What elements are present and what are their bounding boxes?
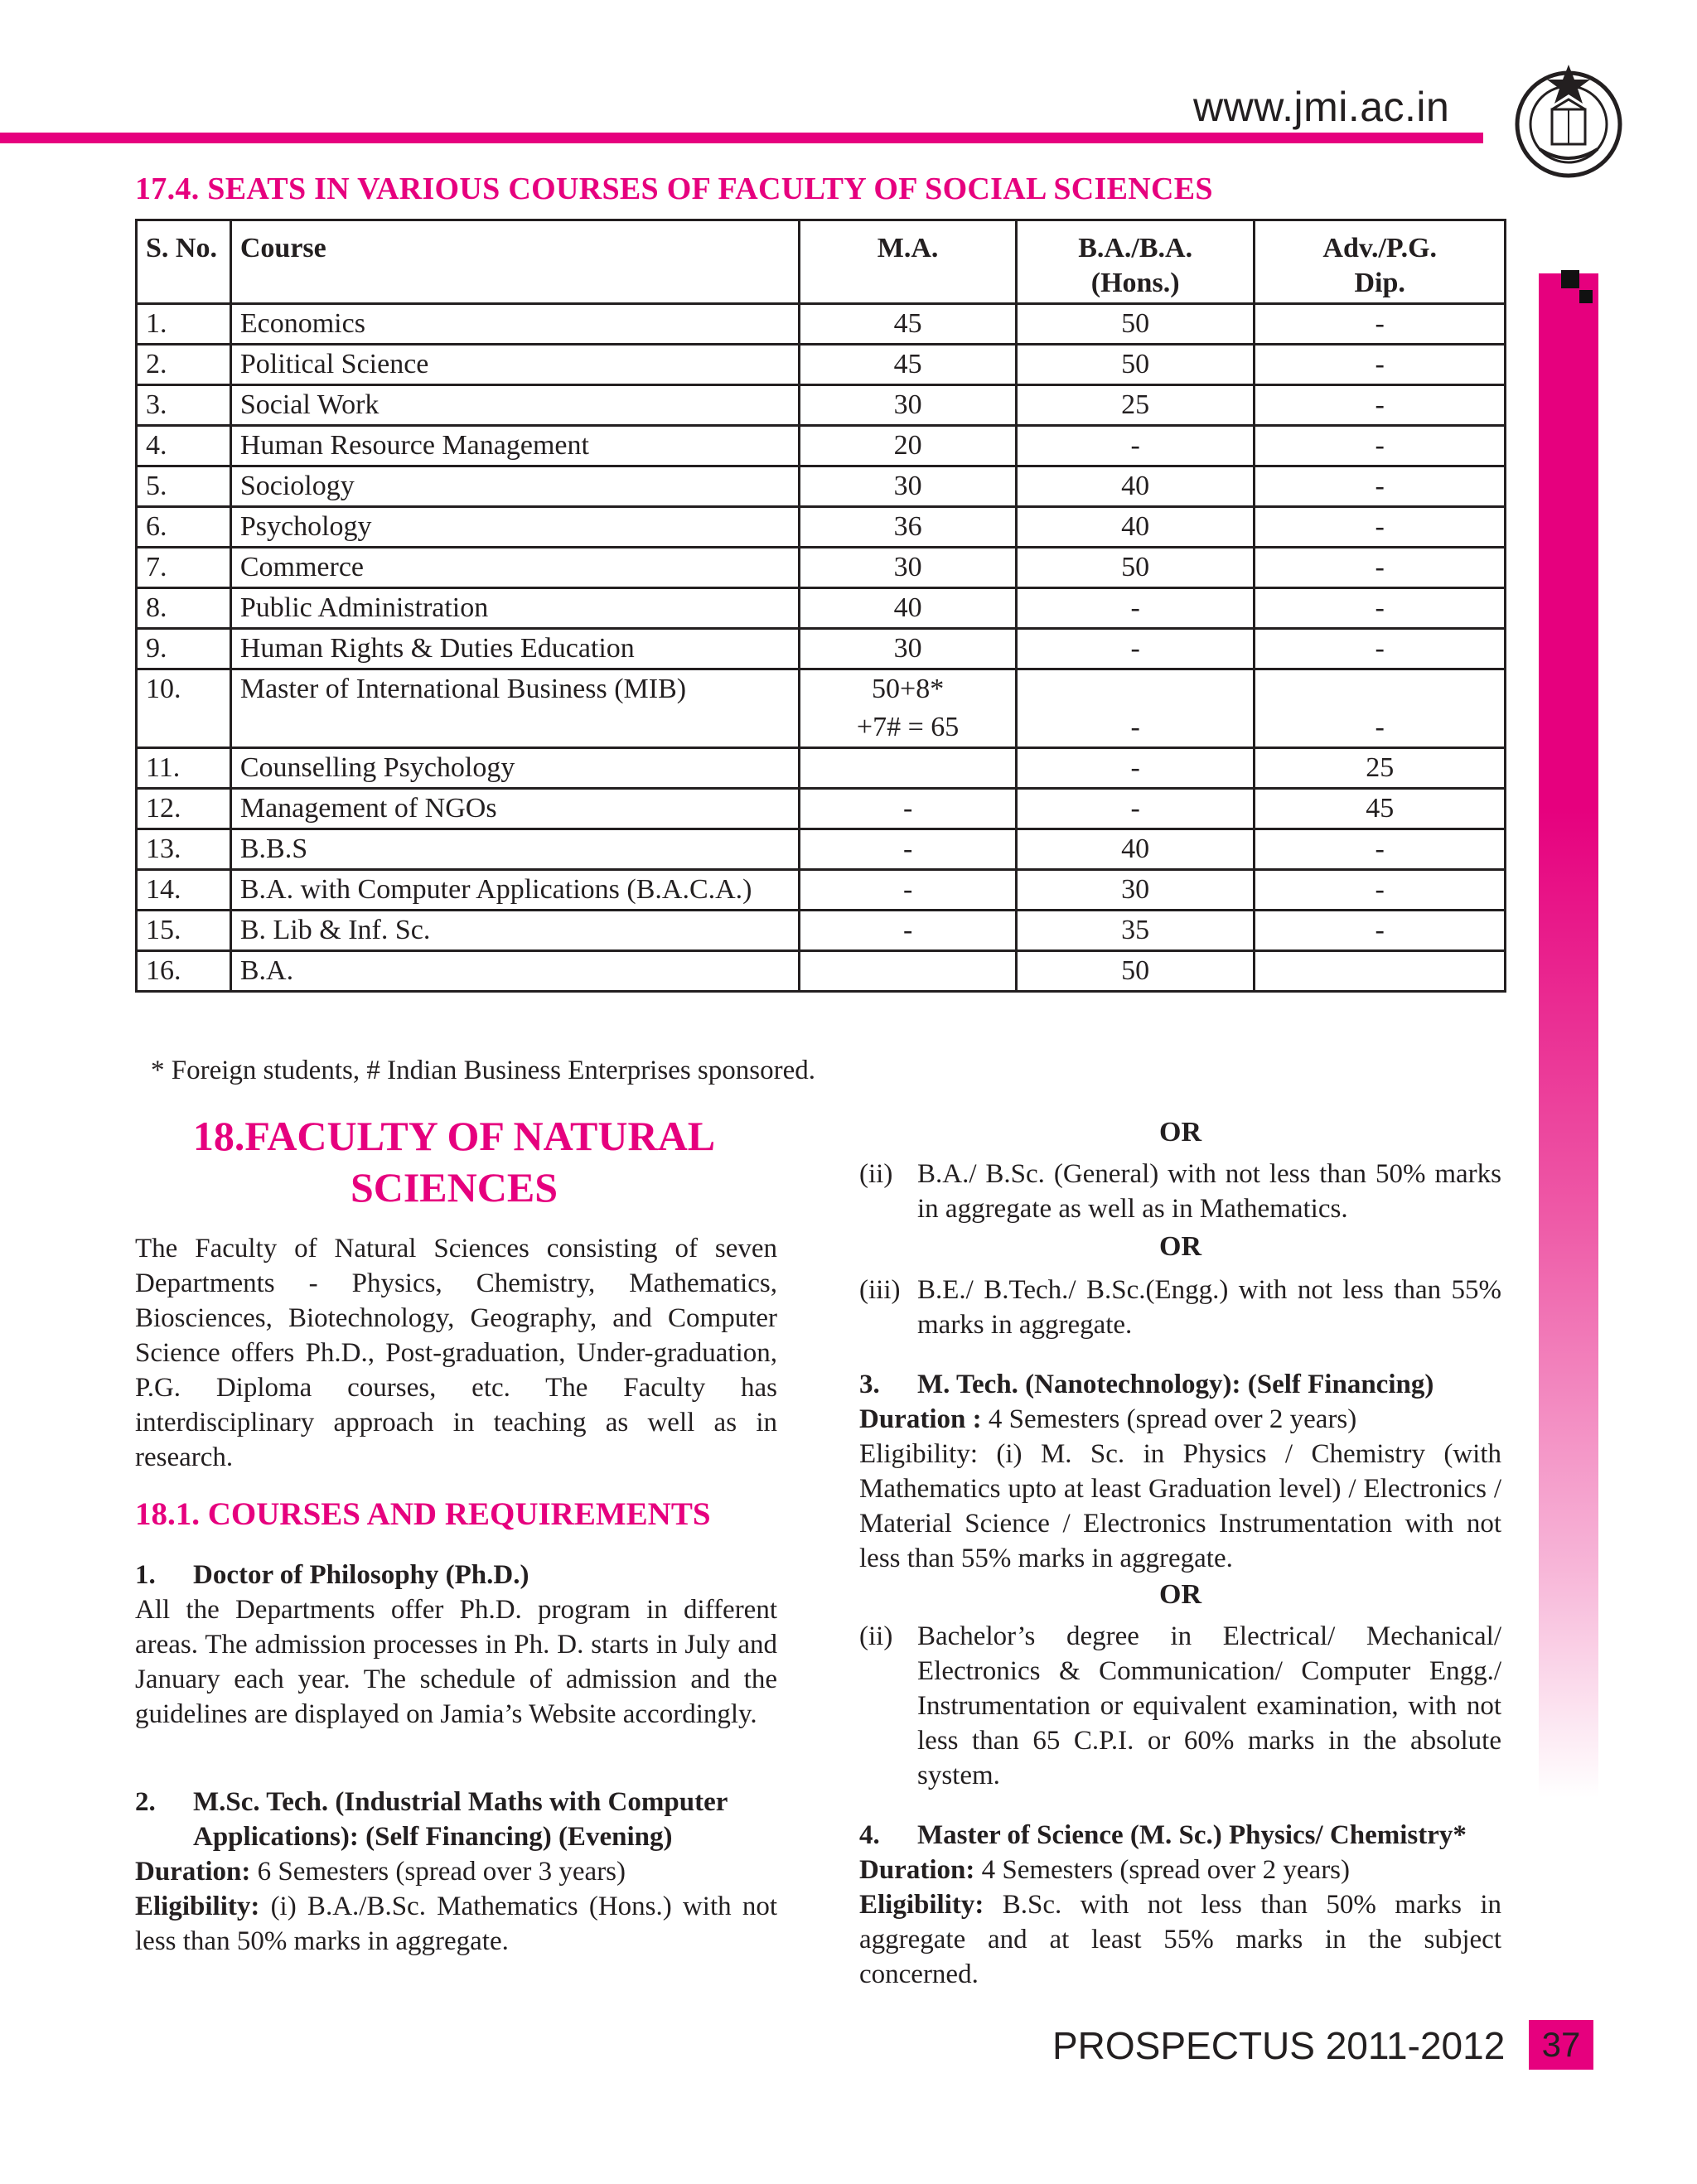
table-row: 5. Sociology 30 40 - — [137, 466, 1506, 507]
msc-tech-options: OR (ii) B.A./ B.Sc. (General) with not less than 50% marks in aggregate as well as in Mathematics. OR (iii) B.E./ B.Tech./ B.Sc.(Engg.) with not less than 55% marks in aggregate. — [859, 1117, 1501, 1340]
section-heading: 18.FACULTY OF NATURAL SCIENCES — [192, 1113, 716, 1210]
table-row: 16. B.A. 50 — [137, 951, 1506, 992]
faculty-intro: The Faculty of Natural Sciences consisting of seven Departments - Physics, Chemistry, Mathematics, Biosciences, Biotechnology, Geography, and Computer Science offers Ph.D., Post-graduation, Under-graduation, P.G. Diploma courses, etc. The Faculty has interdisciplinary approach in teaching as well as in research. — [135, 1234, 777, 1472]
band-marker — [1579, 290, 1593, 303]
table-row: 15. B. Lib & Inf. Sc. - 35 - — [137, 911, 1506, 951]
table-row: 10. Master of International Business (MIB) 50+8* +7# = 65 - - — [137, 669, 1506, 748]
table-row: 3. Social Work 30 25 - — [137, 385, 1506, 426]
table-row: 14. B.A. with Computer Applications (B.A.C.A.) - 30 - — [137, 870, 1506, 911]
col-sno: S. No. — [137, 220, 231, 304]
table-row: 7. Commerce 30 50 - — [137, 548, 1506, 588]
table-row: 4. Human Resource Management 20 - - — [137, 426, 1506, 466]
col-ba: B.A./B.A. (Hons.) — [1016, 220, 1255, 304]
table-row: 2. Political Science 45 50 - — [137, 345, 1506, 385]
table-row: 6. Psychology 36 40 - — [137, 507, 1506, 548]
table-footnote: * Foreign students, # Indian Business Enterprises sponsored. — [151, 1056, 816, 1085]
table-row: 13. B.B.S - 40 - — [137, 829, 1506, 870]
university-emblem — [1506, 58, 1631, 182]
website-url: www.jmi.ac.in — [1193, 84, 1450, 130]
table-row: 12. Management of NGOs - - 45 — [137, 789, 1506, 829]
band-marker — [1561, 270, 1579, 288]
header-rule — [0, 133, 1483, 143]
table-header-row — [137, 220, 1506, 304]
col-adv: Adv./P.G. Dip. — [1255, 220, 1506, 304]
page-number: 37 — [1529, 2020, 1593, 2070]
prospectus-footer: PROSPECTUS 2011-2012 — [1052, 2024, 1506, 2067]
side-color-band — [1539, 273, 1598, 1798]
phd-block: 1. Doctor of Philosophy (Ph.D.) All the Departments offer Ph.D. program in different areas. The admission processes in Ph. D. starts in July and January each year. The schedule of admission and the guidelines are displayed on Jamia’s Website accordingly. — [135, 1560, 777, 1729]
table-row: 11. Counselling Psychology - 25 — [137, 748, 1506, 789]
subsection-heading: 18.1. COURSES AND REQUIREMENTS — [135, 1496, 711, 1532]
col-ma: M.A. — [800, 220, 1017, 304]
seats-table — [135, 219, 1506, 993]
msc-block: 4. Master of Science (M. Sc.) Physics/ Chemistry* Duration: 4 Semesters (spread over 2 years) Eligibility: B.Sc. with not less than 50% marks in aggregate and at least 55% marks in the subject concerned. — [859, 1820, 1501, 1989]
table-row: 9. Human Rights & Duties Education 30 - - — [137, 629, 1506, 669]
section-title: 17.4. SEATS IN VARIOUS COURSES OF FACULTY OF SOCIAL SCIENCES — [135, 172, 1213, 206]
table-row: 8. Public Administration 40 - - — [137, 588, 1506, 629]
msc-tech-block: 2. M.Sc. Tech. (Industrial Maths with Computer Applications): (Self Financing) (Evening) Duration: 6 Semesters (spread over 3 years) Eligibility: (i) B.A./B.Sc. Mathematics (Hons.) with not less than 50% marks in aggregate. — [135, 1787, 777, 1956]
table-row: 1. Economics 45 50 - — [137, 304, 1506, 345]
nanotech-block: 3. M. Tech. (Nanotechnology): (Self Financing) Duration : 4 Semesters (spread over 2 years) Eligibility: (i) M. Sc. in Physics / Chemistry (with Mathematics upto at least Graduation level) / Electronics / Material Science / Electronics Instrumentation with not less than 55% marks in aggregate. OR (ii) Bachelor’s degree in Electrical/ Mechanical/ Electronics & Communication/ Computer Engg./ Instrumentation or equivalent examination, with not less than 65 C.P.I. or 60% marks in the absolute system. — [859, 1370, 1501, 1790]
col-course: Course — [230, 220, 800, 304]
